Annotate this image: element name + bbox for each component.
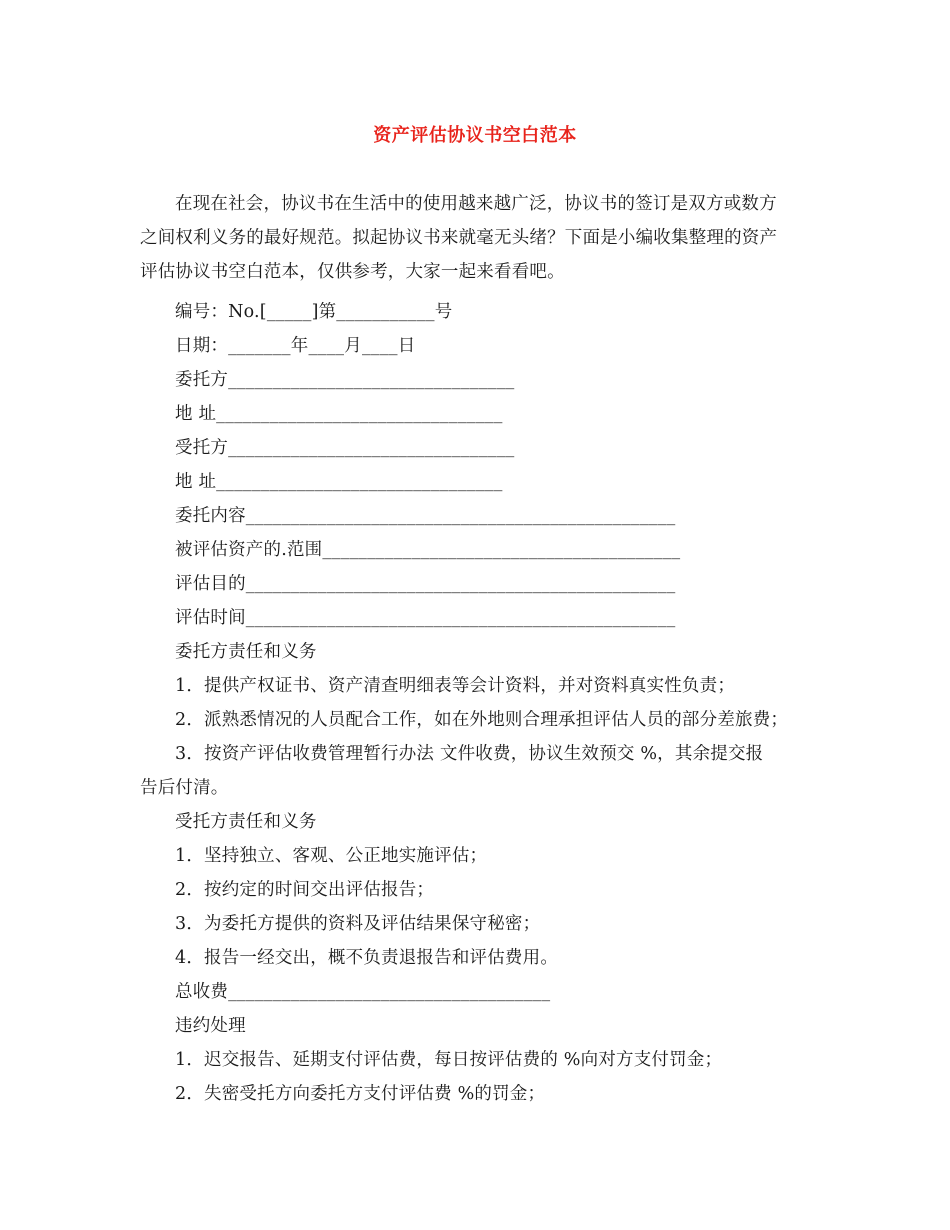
field-time: 评估时间________________________________________________: [175, 608, 676, 628]
intro-line-1: 在现在社会，协议书在生活中的使用越来越广泛，协议书的签订是双方或数方: [175, 194, 777, 214]
section-heading-client-duties: 委托方责任和义务: [175, 642, 317, 662]
agent-duty-4: 4．报告一经交出，概不负责退报告和评估费用。: [175, 948, 559, 968]
section-heading-agent-duties: 受托方责任和义务: [175, 812, 317, 832]
field-purpose: 评估目的________________________________________________: [175, 574, 676, 594]
field-scope: 被评估资产的.范围________________________________________: [175, 540, 681, 560]
client-duty-3: 3．按资产评估收费管理暂行办法 文件收费，协议生效预交 %，其余提交报: [175, 744, 764, 764]
field-content: 委托内容________________________________________________: [175, 506, 676, 526]
intro-line-3: 评估协议书空白范本，仅供参考，大家一起来看看吧。: [140, 262, 565, 282]
field-number: 编号：No.[_____]第___________号: [175, 302, 453, 322]
document-title: 资产评估协议书空白范本: [373, 125, 577, 146]
field-total-fee: 总收费____________________________________: [175, 982, 551, 1002]
field-client-address: 地 址________________________________: [175, 404, 503, 424]
section-heading-breach: 违约处理: [175, 1016, 246, 1036]
field-agent: 受托方________________________________: [175, 438, 515, 458]
agent-duty-3: 3．为委托方提供的资料及评估结果保守秘密；: [175, 914, 541, 934]
client-duty-3-continued: 告后付清。: [140, 778, 229, 798]
field-agent-address: 地 址________________________________: [175, 472, 503, 492]
field-client: 委托方________________________________: [175, 370, 515, 390]
breach-clause-1: 1．迟交报告、延期支付评估费，每日按评估费的 %向对方支付罚金；: [175, 1050, 723, 1070]
field-date: 日期：_______年____月____日: [175, 336, 416, 356]
client-duty-1: 1．提供产权证书、资产清查明细表等会计资料，并对资料真实性负责；: [175, 676, 736, 696]
agent-duty-1: 1．坚持独立、客观、公正地实施评估；: [175, 846, 488, 866]
intro-line-2: 之间权利义务的最好规范。拟起协议书来就毫无头绪？下面是小编收集整理的资产: [140, 228, 778, 248]
agent-duty-2: 2．按约定的时间交出评估报告；: [175, 880, 435, 900]
breach-clause-2: 2．失密受托方向委托方支付评估费 %的罚金；: [175, 1084, 546, 1104]
client-duty-2: 2．派熟悉情况的人员配合工作，如在外地则合理承担评估人员的部分差旅费；: [175, 710, 789, 730]
